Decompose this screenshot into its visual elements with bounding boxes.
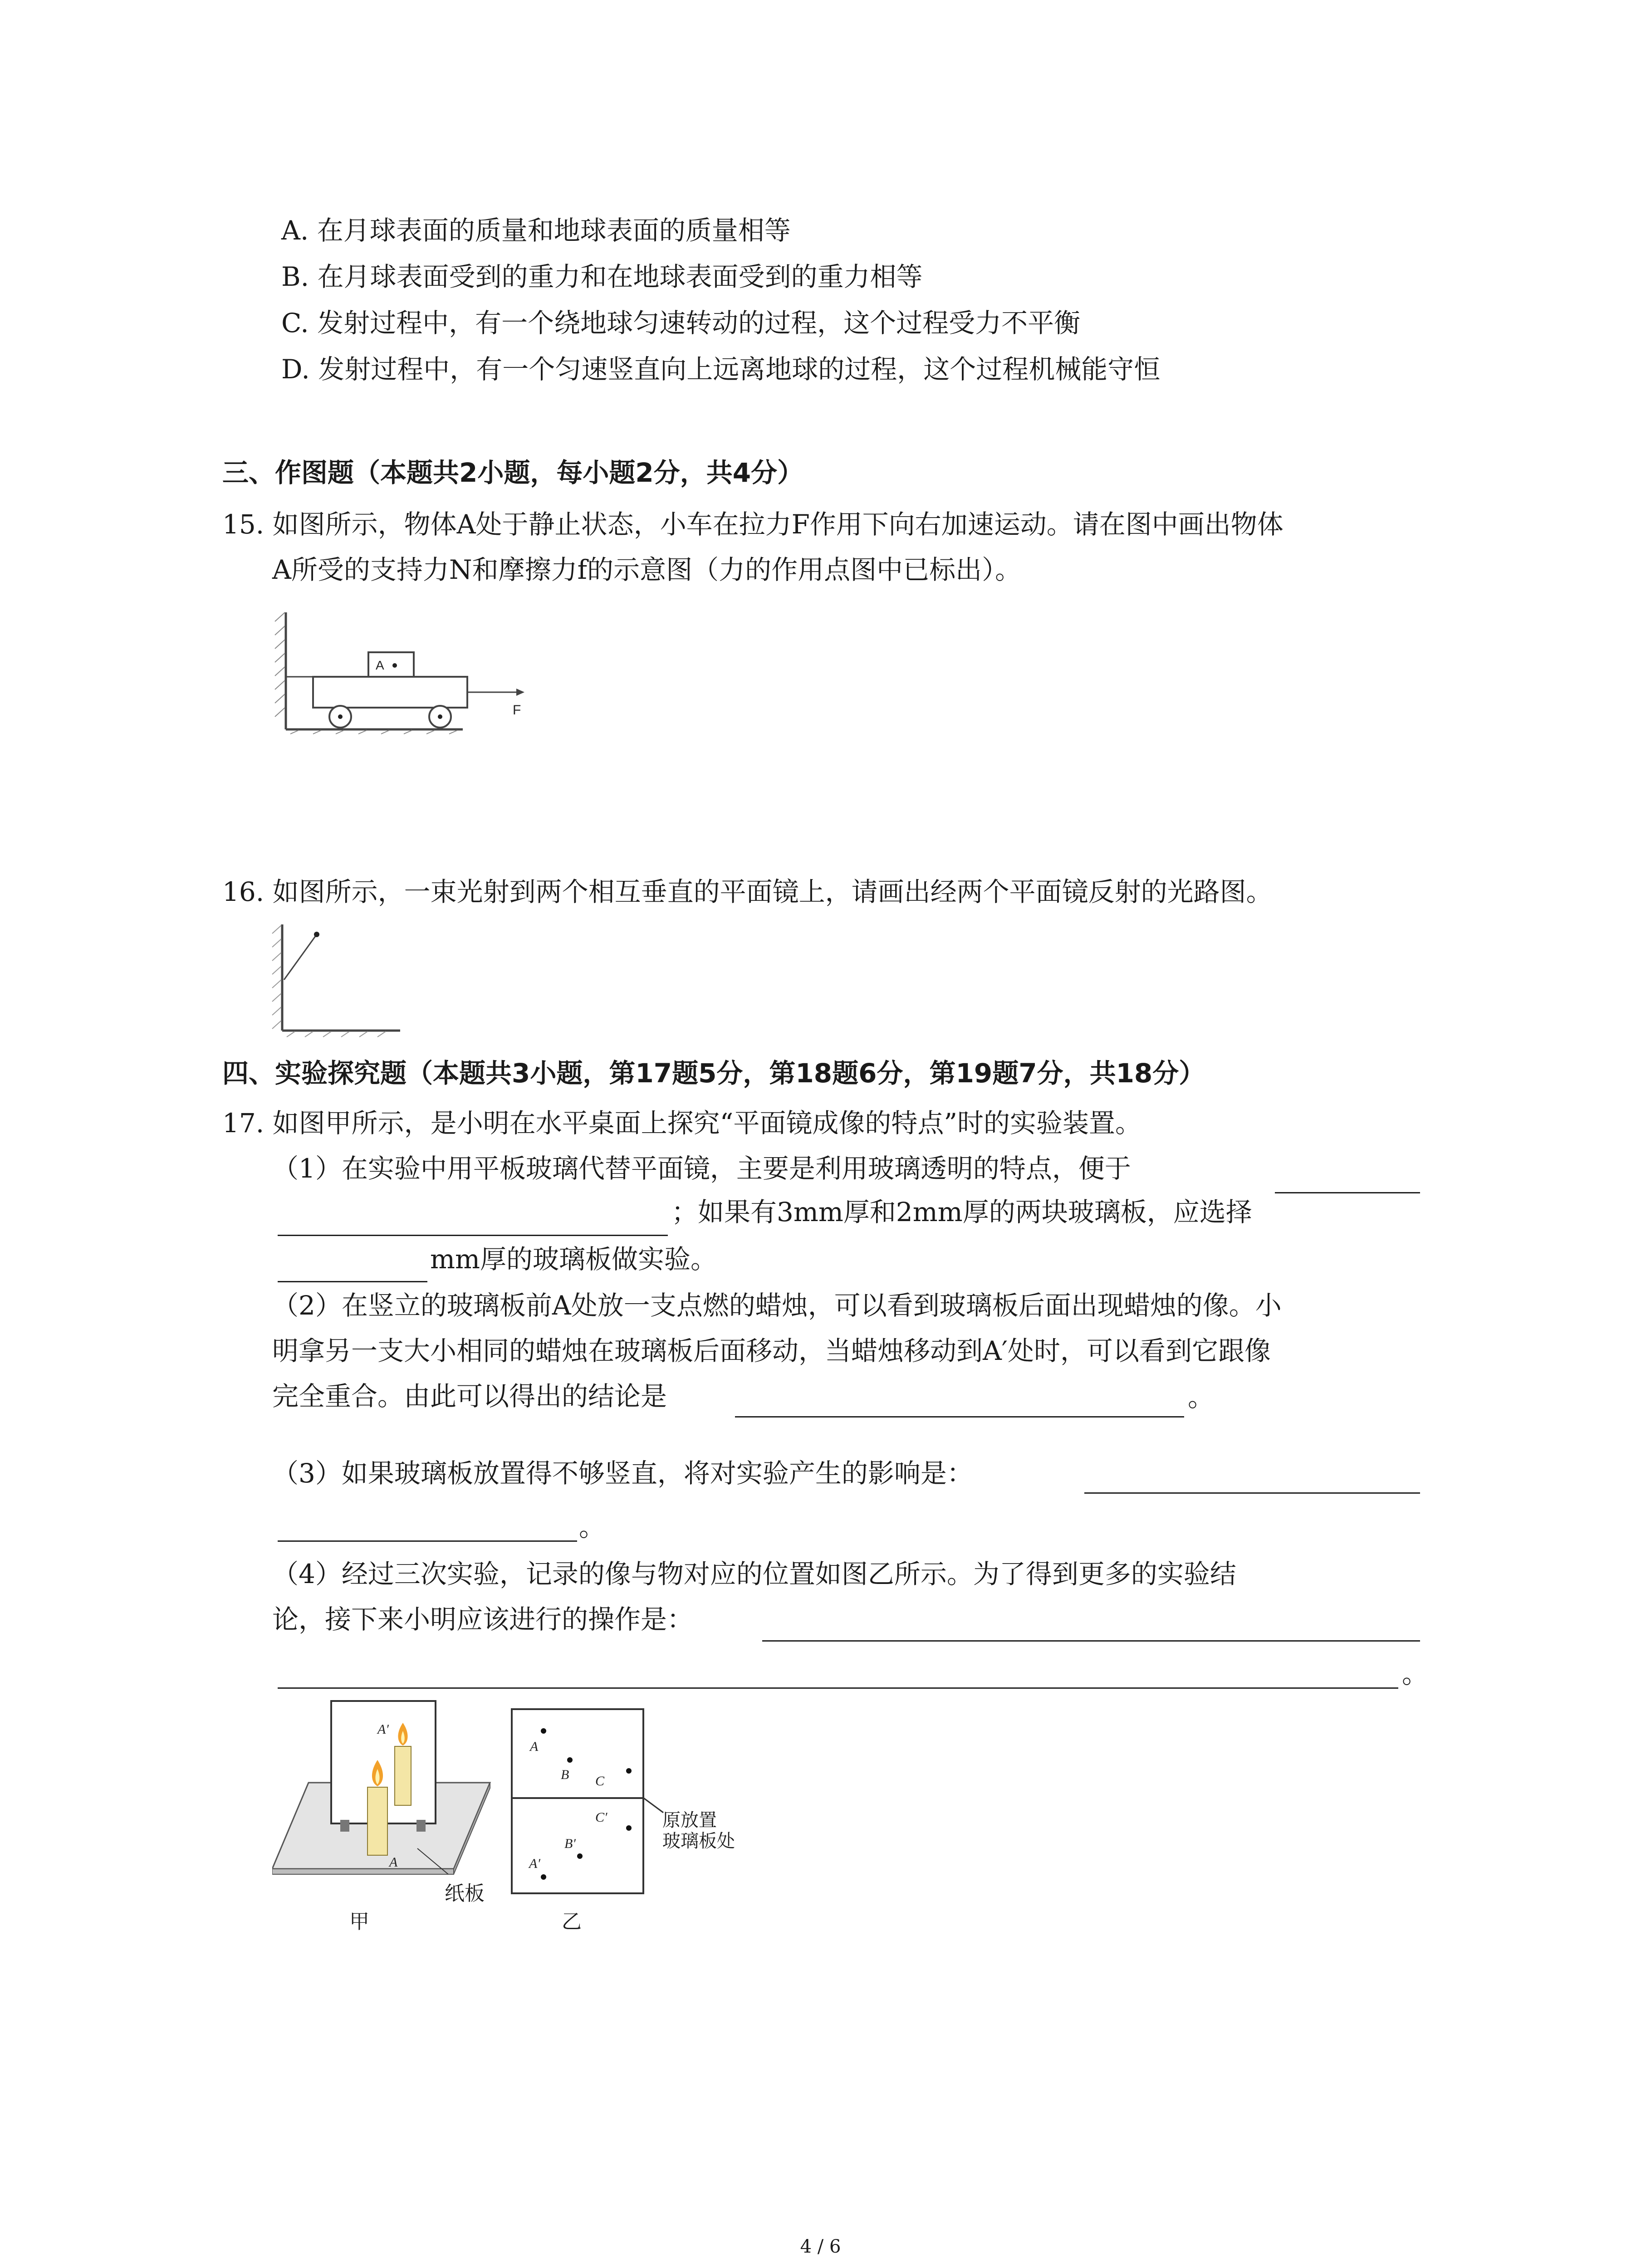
q15-line-1: 15. 如图所示，物体A处于静止状态，小车在拉力F作用下向右加速运动。请在图中画出物体: [222, 509, 1283, 540]
option-c: C. 发射过程中，有一个绕地球匀速转动的过程，这个过程受力不平衡: [281, 308, 1081, 338]
q17-blank-4a[interactable]: [762, 1640, 1420, 1642]
section-4-title: 四、实验探究题（本题共3小题，第17题5分，第18题6分，第19题7分，共18分）: [222, 1058, 1205, 1089]
jia-label-a: A: [389, 1855, 398, 1870]
q17-p1-line-c: mm厚的玻璃板做实验。: [430, 1244, 717, 1275]
yi-note-line-2: 玻璃板处: [662, 1831, 735, 1852]
yi-caption: 乙: [562, 1910, 582, 1933]
q17-p3-line-a: （3）如果玻璃板放置得不够竖直，将对实验产生的影响是：: [272, 1458, 973, 1489]
jia-board-label: 纸板: [445, 1882, 485, 1905]
q17-blank-1c[interactable]: [278, 1281, 427, 1282]
q16-line-1: 16. 如图所示，一束光射到两个相互垂直的平面镜上，请画出经两个平面镜反射的光路图。: [222, 876, 1273, 907]
yi-point-a-prime: A′: [529, 1856, 540, 1871]
q17-p2-line-b: 明拿另一支大小相同的蜡烛在玻璃板后面移动，当蜡烛移动到A′处时，可以看到它跟像: [272, 1335, 1271, 1366]
page-number: 4 / 6: [800, 2236, 841, 2257]
q17-p2-line-a: （2）在竖立的玻璃板前A处放一支点燃的蜡烛，可以看到玻璃板后面出现蜡烛的像。小: [272, 1290, 1282, 1321]
q15-line-2: A所受的支持力N和摩擦力f的示意图（力的作用点图中已标出）。: [272, 554, 1022, 585]
q17-blank-3a[interactable]: [1084, 1492, 1420, 1494]
q16-figure-mirrors: [269, 921, 405, 1039]
yi-point-a: A: [530, 1739, 539, 1754]
q17-p4-line-b: 论，接下来小明应该进行的操作是：: [272, 1604, 694, 1635]
section-3-title: 三、作图题（本题共2小题，每小题2分，共4分）: [222, 457, 804, 488]
q17-blank-1a[interactable]: [1275, 1192, 1420, 1193]
q17-figure-yi: [511, 1708, 647, 1899]
q15-label-a: A: [376, 658, 384, 672]
q17-intro: 17. 如图甲所示，是小明在水平桌面上探究“平面镜成像的特点”时的实验装置。: [222, 1108, 1141, 1139]
q17-blank-2[interactable]: [735, 1416, 1184, 1418]
jia-label-a-prime: A′: [377, 1722, 389, 1737]
yi-point-c-prime: C′: [595, 1810, 607, 1825]
q15-label-f: F: [513, 703, 521, 718]
q17-p2-end: 。: [1188, 1382, 1215, 1413]
q17-p1-line-b: ；如果有3mm厚和2mm厚的两块玻璃板，应选择: [671, 1197, 1252, 1227]
q17-blank-3b[interactable]: [278, 1540, 577, 1542]
q15-figure-cart: [272, 608, 535, 735]
yi-point-b-prime: B′: [564, 1836, 576, 1851]
q17-p2-line-c: 完全重合。由此可以得出的结论是: [272, 1381, 667, 1412]
option-b: B. 在月球表面受到的重力和在地球表面受到的重力相等: [281, 261, 923, 292]
jia-caption: 甲: [349, 1910, 369, 1933]
option-a: A. 在月球表面的质量和地球表面的质量相等: [281, 215, 791, 246]
q17-blank-1b[interactable]: [278, 1235, 668, 1236]
q17-p3-end: 。: [579, 1511, 606, 1542]
q17-p4-end: 。: [1402, 1658, 1429, 1689]
q17-blank-4b[interactable]: [278, 1687, 1398, 1689]
option-d: D. 发射过程中，有一个匀速竖直向上远离地球的过程，这个过程机械能守恒: [281, 354, 1161, 385]
yi-point-b: B: [561, 1767, 569, 1782]
q17-p1-line-a: （1）在实验中用平板玻璃代替平面镜，主要是利用玻璃透明的特点，便于: [272, 1153, 1131, 1184]
yi-note-line-1: 原放置: [662, 1810, 717, 1831]
q17-figure-jia: [272, 1692, 526, 1878]
q17-p4-line-a: （4）经过三次实验，记录的像与物对应的位置如图乙所示。为了得到更多的实验结: [272, 1559, 1236, 1589]
yi-point-c: C: [595, 1774, 605, 1789]
